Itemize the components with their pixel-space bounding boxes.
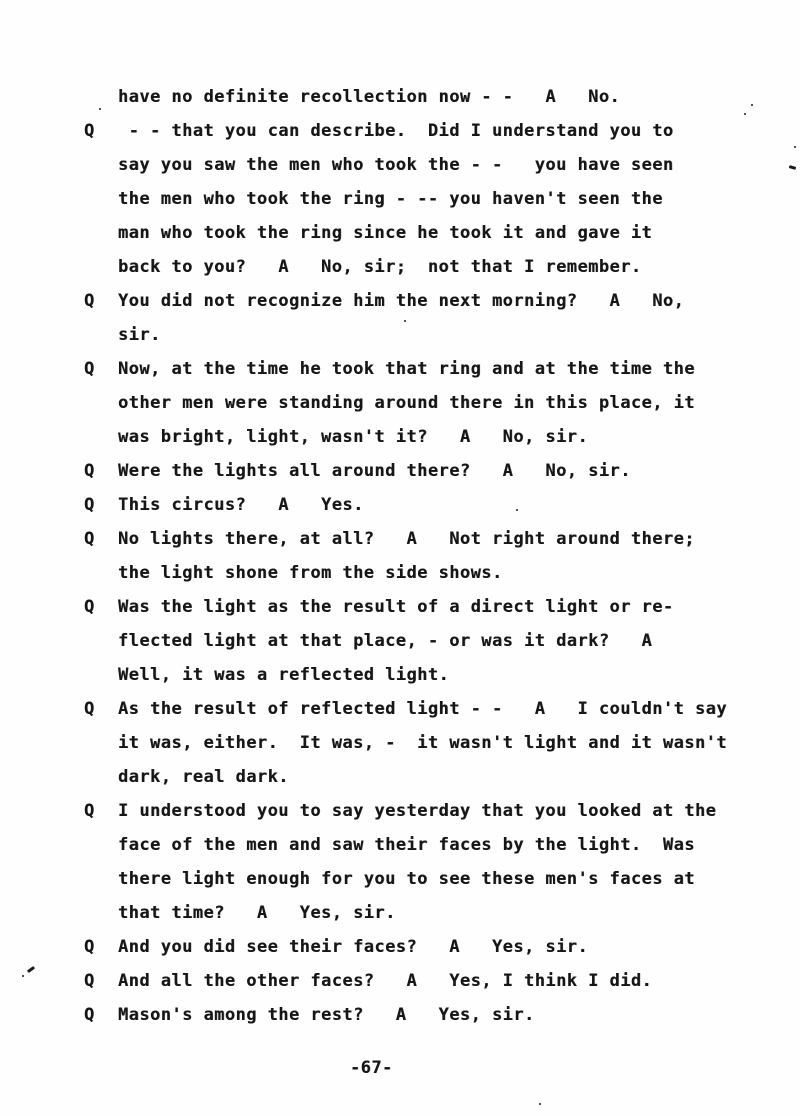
transcript-line <box>0 760 800 794</box>
transcript-line <box>0 522 800 556</box>
line-text: Were the lights all around there? A No, sir. <box>118 461 631 481</box>
question-label: Q <box>84 699 95 719</box>
line-text: was bright, light, wasn't it? A No, sir. <box>118 427 589 447</box>
line-text: I understood you to say yesterday that you looked at the <box>118 801 717 821</box>
line-text: it was, either. It was, - it wasn't light and it wasn't <box>118 733 728 753</box>
transcript-line <box>0 488 800 522</box>
question-label: Q <box>84 359 95 379</box>
transcript-line <box>0 182 800 216</box>
line-text: Mason's among the rest? A Yes, sir. <box>118 1005 535 1025</box>
line-text: You did not recognize him the next morning? A No, <box>118 291 685 311</box>
transcript-line <box>0 658 800 692</box>
transcript-line <box>0 318 800 352</box>
transcript-line <box>0 828 800 862</box>
question-label: Q <box>84 461 95 481</box>
question-label: Q <box>84 801 95 821</box>
line-text: say you saw the men who took the - - you have seen <box>118 155 674 175</box>
transcript-line <box>0 794 800 828</box>
transcript-line <box>0 352 800 386</box>
line-text: face of the men and saw their faces by the light. Was <box>118 835 695 855</box>
question-label: Q <box>84 529 95 549</box>
question-label: Q <box>84 597 95 617</box>
ink-speck <box>794 146 796 148</box>
transcript-line <box>0 896 800 930</box>
ink-speck <box>744 113 746 115</box>
question-label: Q <box>84 495 95 515</box>
page-number: -67- <box>350 1058 393 1078</box>
line-text: As the result of reflected light - - A I couldn't say <box>118 699 728 719</box>
line-text: Well, it was a reflected light. <box>118 665 450 685</box>
line-text: flected light at that place, - or was it dark? A <box>118 631 653 651</box>
question-label: Q <box>84 937 95 957</box>
transcript-line <box>0 692 800 726</box>
transcript-line <box>0 556 800 590</box>
transcript-line <box>0 114 800 148</box>
transcript-line <box>0 454 800 488</box>
line-text: other men were standing around there in this place, it <box>118 393 695 413</box>
line-text: dark, real dark. <box>118 767 289 787</box>
line-text: Now, at the time he took that ring and at the time the <box>118 359 695 379</box>
line-text: And you did see their faces? A Yes, sir. <box>118 937 589 957</box>
ink-speck <box>99 108 101 110</box>
ink-speck <box>22 975 24 977</box>
transcript-line <box>0 726 800 760</box>
transcript-line <box>0 386 800 420</box>
ink-speck <box>404 320 406 322</box>
question-label: Q <box>84 971 95 991</box>
ink-speck <box>516 509 518 511</box>
question-label: Q <box>84 1005 95 1025</box>
line-text: man who took the ring since he took it and gave it <box>118 223 653 243</box>
transcript-line <box>0 624 800 658</box>
ink-speck <box>539 1103 541 1105</box>
transcript-line <box>0 284 800 318</box>
line-text: back to you? A No, sir; not that I remember. <box>118 257 642 277</box>
transcript-line <box>0 148 800 182</box>
transcript-line <box>0 216 800 250</box>
line-text: - - that you can describe. Did I understand you to <box>118 121 674 141</box>
question-label: Q <box>84 291 95 311</box>
transcript-line <box>0 420 800 454</box>
line-text: This circus? A Yes. <box>118 495 364 515</box>
line-text: the light shone from the side shows. <box>118 563 503 583</box>
line-text: No lights there, at all? A Not right around there; <box>118 529 695 549</box>
transcript-line <box>0 964 800 998</box>
line-text: sir. <box>118 325 161 345</box>
line-text: have no definite recollection now - - A No. <box>118 87 621 107</box>
line-text: Was the light as the result of a direct light or re- <box>118 597 674 617</box>
transcript-line <box>0 80 800 114</box>
transcript-line <box>0 930 800 964</box>
question-label: Q <box>84 121 95 141</box>
transcript-line <box>0 250 800 284</box>
transcript-line <box>0 590 800 624</box>
line-text: there light enough for you to see these men's faces at <box>118 869 695 889</box>
transcript-line <box>0 862 800 896</box>
line-text: And all the other faces? A Yes, I think I did. <box>118 971 653 991</box>
line-text: the men who took the ring - -- you haven't seen the <box>118 189 663 209</box>
line-text: that time? A Yes, sir. <box>118 903 396 923</box>
transcript <box>0 80 800 1032</box>
ink-speck <box>751 104 753 106</box>
transcript-line <box>0 998 800 1032</box>
